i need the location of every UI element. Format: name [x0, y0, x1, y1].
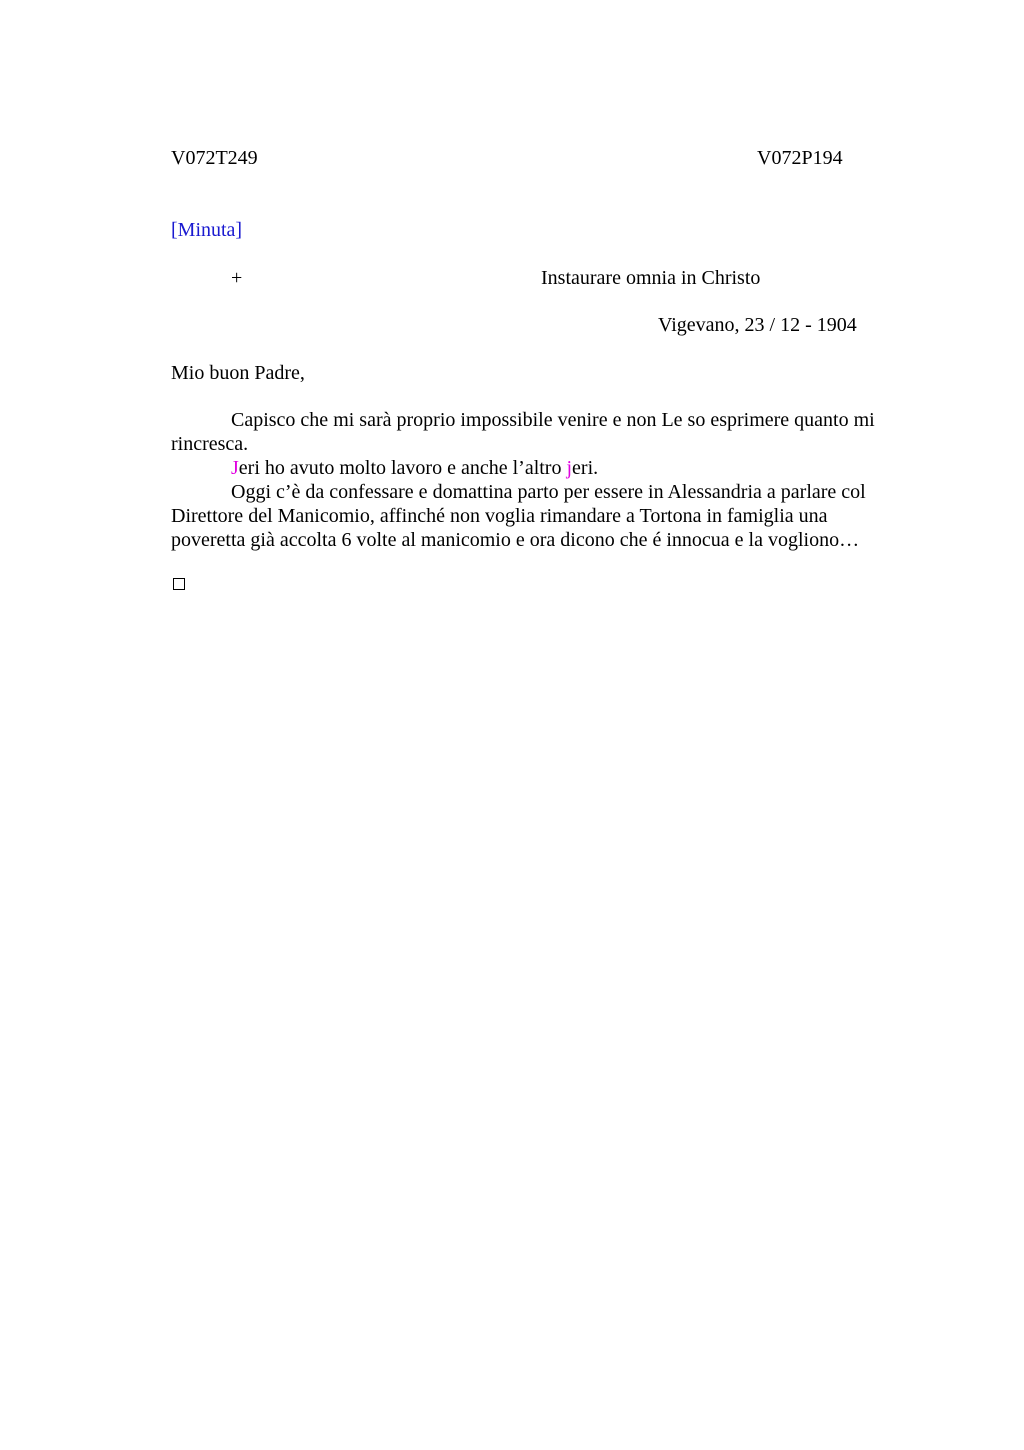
document-code-right: V072P194: [757, 147, 843, 169]
highlighted-letter: j: [566, 457, 573, 479]
paragraph-2: [171, 456, 901, 480]
document-code-left: V072T249: [171, 147, 258, 169]
square-outline-icon: [173, 578, 185, 590]
motto: Instaurare omnia in Christo: [541, 267, 761, 289]
minuta-label: [Minuta]: [171, 219, 243, 241]
paragraph-1: Capisco che mi sarà proprio impossibile venire e non Le so esprimere quanto mi rincresca.: [171, 409, 875, 455]
paragraph-3: Oggi c’è da confessare e domattina parto per essere in Alessandria a parlare col Direttore del Manicomio, affinché non voglia rimandare a Tortona in famiglia una poveretta già accolta 6 volte al manicomio e ora dicono che é innocua e la vogliono…: [171, 481, 866, 551]
letter-body: [171, 408, 901, 552]
highlighted-letter: J: [231, 457, 239, 479]
salutation: Mio buon Padre,: [171, 362, 305, 384]
paragraph-2-text: eri ho avuto molto lavoro e anche l’altro: [238, 457, 567, 479]
paragraph-2-end: eri.: [572, 457, 599, 479]
place-date: Vigevano, 23 / 12 - 1904: [658, 314, 857, 336]
cross-mark: +: [231, 267, 243, 289]
